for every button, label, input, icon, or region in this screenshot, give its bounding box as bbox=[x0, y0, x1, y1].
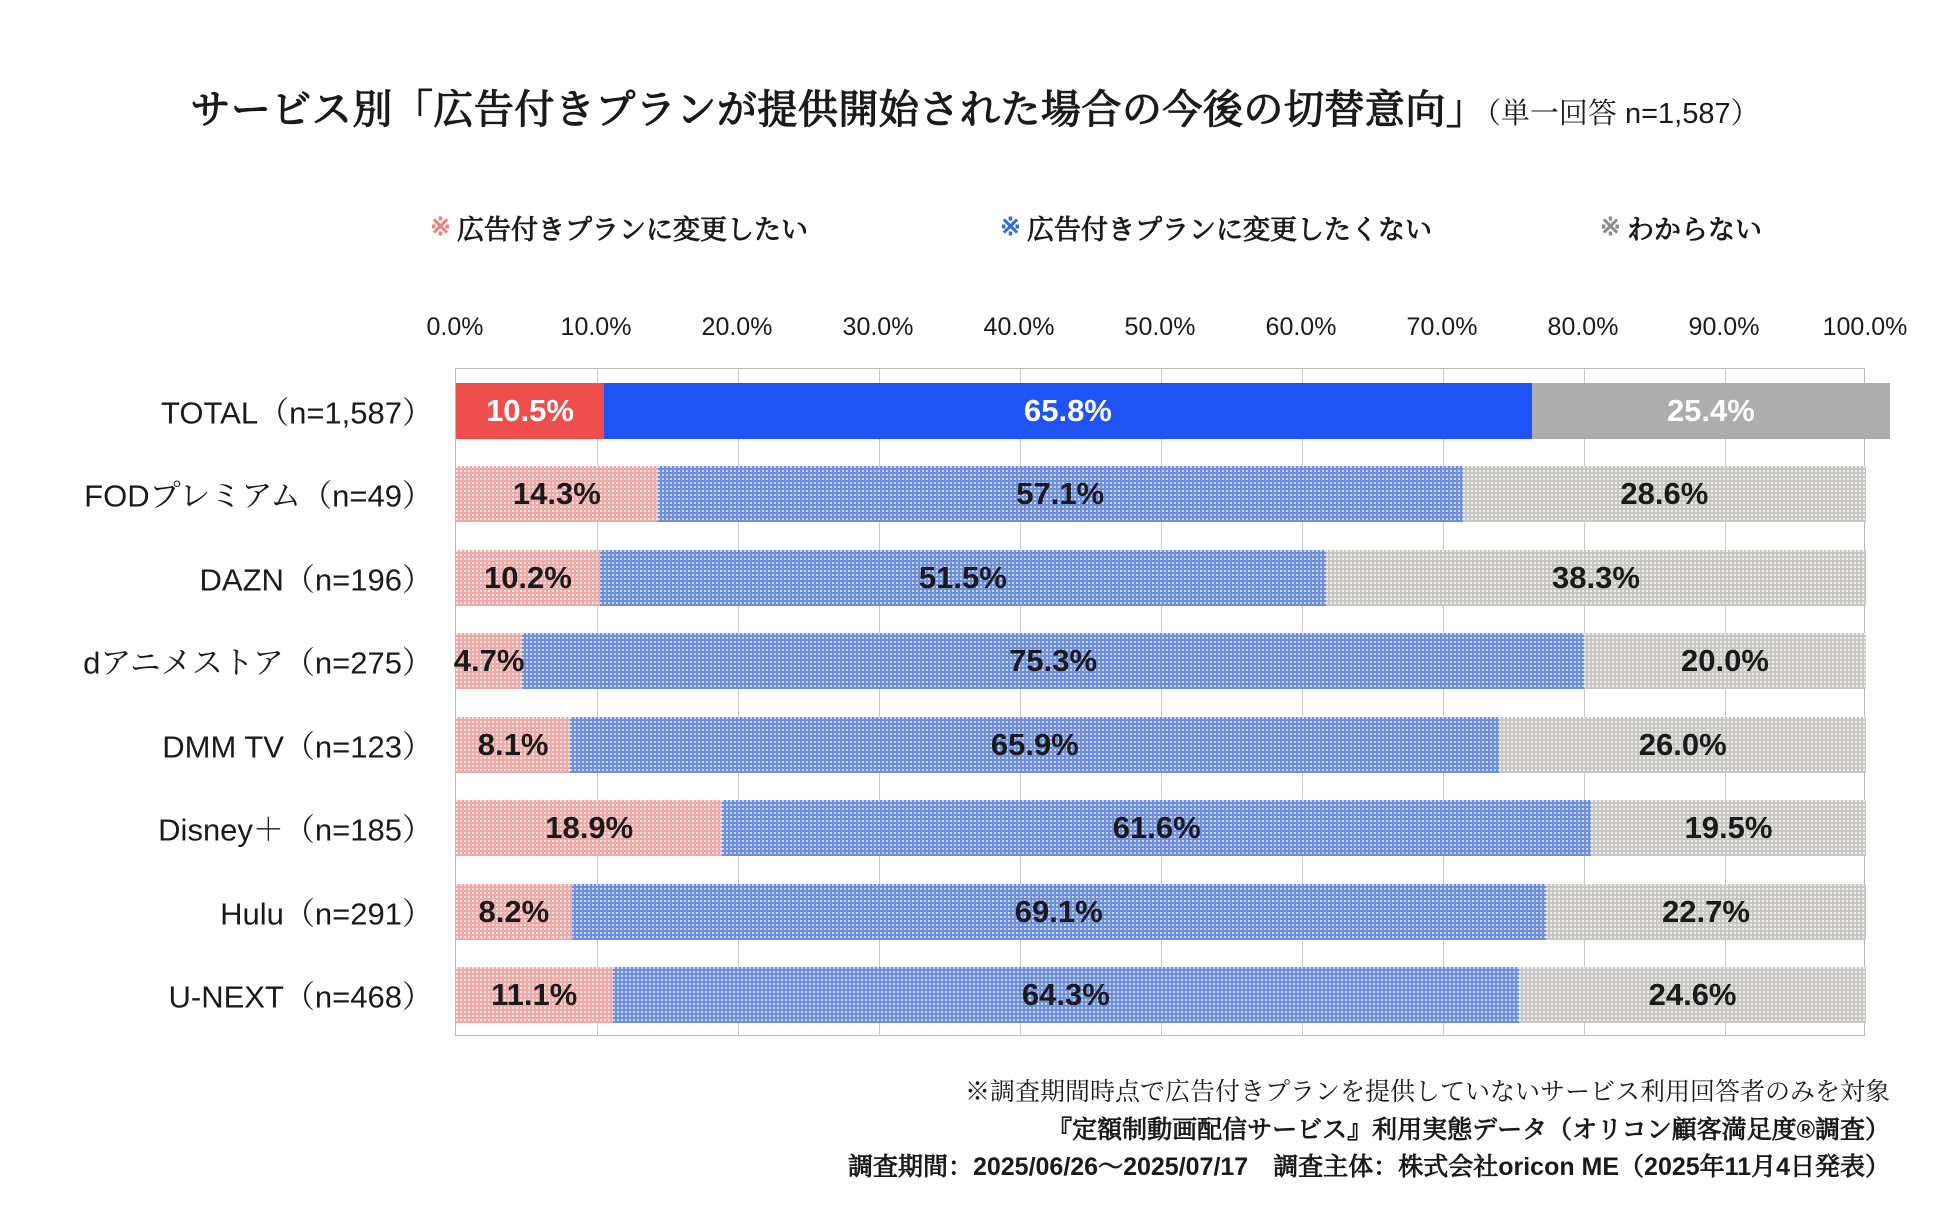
x-axis-tick-label: 100.0% bbox=[1822, 313, 1908, 341]
bar-row bbox=[453, 633, 1864, 689]
segment-want-change bbox=[453, 633, 525, 689]
bar-value-label: 65.9% bbox=[990, 726, 1079, 762]
bar-value-label: 11.1% bbox=[491, 977, 578, 1013]
bar-value-label: 57.1% bbox=[1016, 476, 1105, 512]
bar-value-label: 61.6% bbox=[1112, 810, 1201, 846]
bar-value-label: 20.0% bbox=[1681, 643, 1769, 679]
chart-title-sub: （単一回答 n=1,587） bbox=[1486, 98, 1760, 130]
segment-want-change bbox=[456, 967, 613, 1023]
x-axis-tick-label: 10.0% bbox=[560, 313, 632, 341]
bar-value-label: 69.1% bbox=[1014, 893, 1103, 929]
bar-value-label: 22.7% bbox=[1662, 893, 1750, 929]
bar-value-label: 75.3% bbox=[1009, 643, 1098, 679]
x-axis-tick-label: 70.0% bbox=[1406, 313, 1478, 341]
bar-row bbox=[456, 550, 1864, 606]
bar-value-label: 8.1% bbox=[477, 726, 549, 762]
segment-no-change bbox=[572, 884, 1546, 940]
segment-unknown bbox=[1584, 633, 1866, 689]
legend-marker-icon: ※ bbox=[1600, 213, 1621, 241]
segment-want-change bbox=[456, 717, 570, 773]
legend-label: 広告付きプランに変更したくない bbox=[1026, 215, 1432, 245]
bar-row bbox=[456, 466, 1864, 522]
x-axis-tick-label: 30.0% bbox=[842, 313, 914, 341]
bar-value-label: 65.8% bbox=[1023, 392, 1112, 428]
segment-unknown bbox=[1546, 884, 1866, 940]
bar-value-label: 18.9% bbox=[545, 810, 634, 846]
footnote-line-3: 調査期間：2025/06/26～2025/07/17 調査主体：株式会社oricon ME（2025年11月4日発表） bbox=[847, 1153, 1890, 1181]
segment-unknown bbox=[1519, 967, 1866, 1023]
y-axis-category-label: U-NEXT（n=468） bbox=[168, 979, 433, 1015]
bar-value-label: 10.2% bbox=[483, 559, 572, 595]
y-axis-labels bbox=[60, 368, 445, 1036]
y-axis-category-label: DAZN（n=196） bbox=[199, 562, 433, 598]
chart-legend bbox=[390, 208, 1810, 244]
bar-value-label: 4.7% bbox=[453, 643, 525, 679]
segment-unknown bbox=[1326, 550, 1866, 606]
bar-row bbox=[456, 884, 1864, 940]
footnote-line-1: ※調査期間時点で広告付きプランを提供していないサービス利用回答者のみを対象 bbox=[964, 1078, 1890, 1106]
bar-value-label: 26.0% bbox=[1638, 726, 1727, 762]
x-axis-labels bbox=[426, 313, 1908, 347]
y-axis-category-label: Hulu（n=291） bbox=[220, 896, 433, 932]
x-axis-tick-label: 0.0% bbox=[426, 313, 484, 341]
x-axis-tick-label: 60.0% bbox=[1265, 313, 1337, 341]
segment-want-change bbox=[456, 466, 658, 522]
bar-value-label: 25.4% bbox=[1666, 392, 1755, 428]
segment-want-change bbox=[456, 383, 604, 439]
bar-value-label: 24.6% bbox=[1648, 977, 1737, 1013]
segment-unknown bbox=[1591, 800, 1866, 856]
legend-label: わからない bbox=[1626, 215, 1762, 245]
x-axis-tick-label: 80.0% bbox=[1547, 313, 1619, 341]
bar-row bbox=[456, 800, 1864, 856]
bar-row bbox=[456, 383, 1864, 439]
y-axis-category-label: DMM TV（n=123） bbox=[162, 729, 433, 765]
segment-no-change bbox=[658, 466, 1463, 522]
page-title bbox=[0, 78, 1950, 135]
segment-want-change bbox=[456, 884, 572, 940]
segment-unknown bbox=[1463, 466, 1866, 522]
bar-value-label: 64.3% bbox=[1021, 977, 1110, 1013]
chart-title-main: サービス別「広告付きプランが提供開始された場合の今後の切替意向」 bbox=[190, 88, 1487, 132]
bar-row bbox=[456, 717, 1864, 773]
legend-marker-icon: ※ bbox=[430, 213, 451, 241]
legend-marker-icon: ※ bbox=[1000, 213, 1021, 241]
bar-value-label: 28.6% bbox=[1620, 476, 1709, 512]
chart-plot-area bbox=[455, 368, 1865, 1036]
x-axis-tick-label: 40.0% bbox=[983, 313, 1055, 341]
x-axis-tick-label: 90.0% bbox=[1688, 313, 1760, 341]
legend-item-unknown bbox=[1600, 208, 1762, 247]
segment-no-change bbox=[570, 717, 1499, 773]
segment-no-change bbox=[600, 550, 1326, 606]
segment-want-change bbox=[456, 800, 722, 856]
segment-want-change bbox=[456, 550, 600, 606]
segment-unknown bbox=[1532, 383, 1890, 439]
y-axis-category-label: dアニメストア（n=275） bbox=[83, 645, 433, 681]
bar-value-label: 38.3% bbox=[1552, 559, 1640, 595]
bar-value-label: 51.5% bbox=[918, 559, 1007, 595]
legend-item-change bbox=[430, 208, 808, 247]
legend-label: 広告付きプランに変更したい bbox=[456, 215, 808, 245]
segment-no-change bbox=[522, 633, 1584, 689]
x-axis-tick-label: 20.0% bbox=[701, 313, 773, 341]
segment-no-change bbox=[613, 967, 1520, 1023]
y-axis-category-label: FODプレミアム（n=49） bbox=[84, 478, 433, 514]
footnotes bbox=[848, 1075, 1890, 1188]
segment-unknown bbox=[1499, 717, 1866, 773]
legend-item-nochange bbox=[1000, 208, 1432, 247]
segment-no-change bbox=[604, 383, 1532, 439]
bar-value-label: 10.5% bbox=[486, 392, 574, 428]
bar-row bbox=[456, 967, 1864, 1023]
x-axis-tick-label: 50.0% bbox=[1124, 313, 1196, 341]
segment-no-change bbox=[722, 800, 1591, 856]
bar-value-label: 19.5% bbox=[1684, 810, 1773, 846]
y-axis-category-label: TOTAL（n=1,587） bbox=[161, 395, 433, 431]
y-axis-category-label: Disney＋（n=185） bbox=[158, 812, 433, 848]
bar-value-label: 14.3% bbox=[512, 476, 601, 512]
bar-series-container bbox=[453, 369, 1864, 1035]
footnote-line-2: 『定額制動画配信サービス』利用実態データ（オリコン顧客満足度®調査） bbox=[1047, 1115, 1890, 1144]
bar-value-label: 8.2% bbox=[478, 893, 550, 929]
